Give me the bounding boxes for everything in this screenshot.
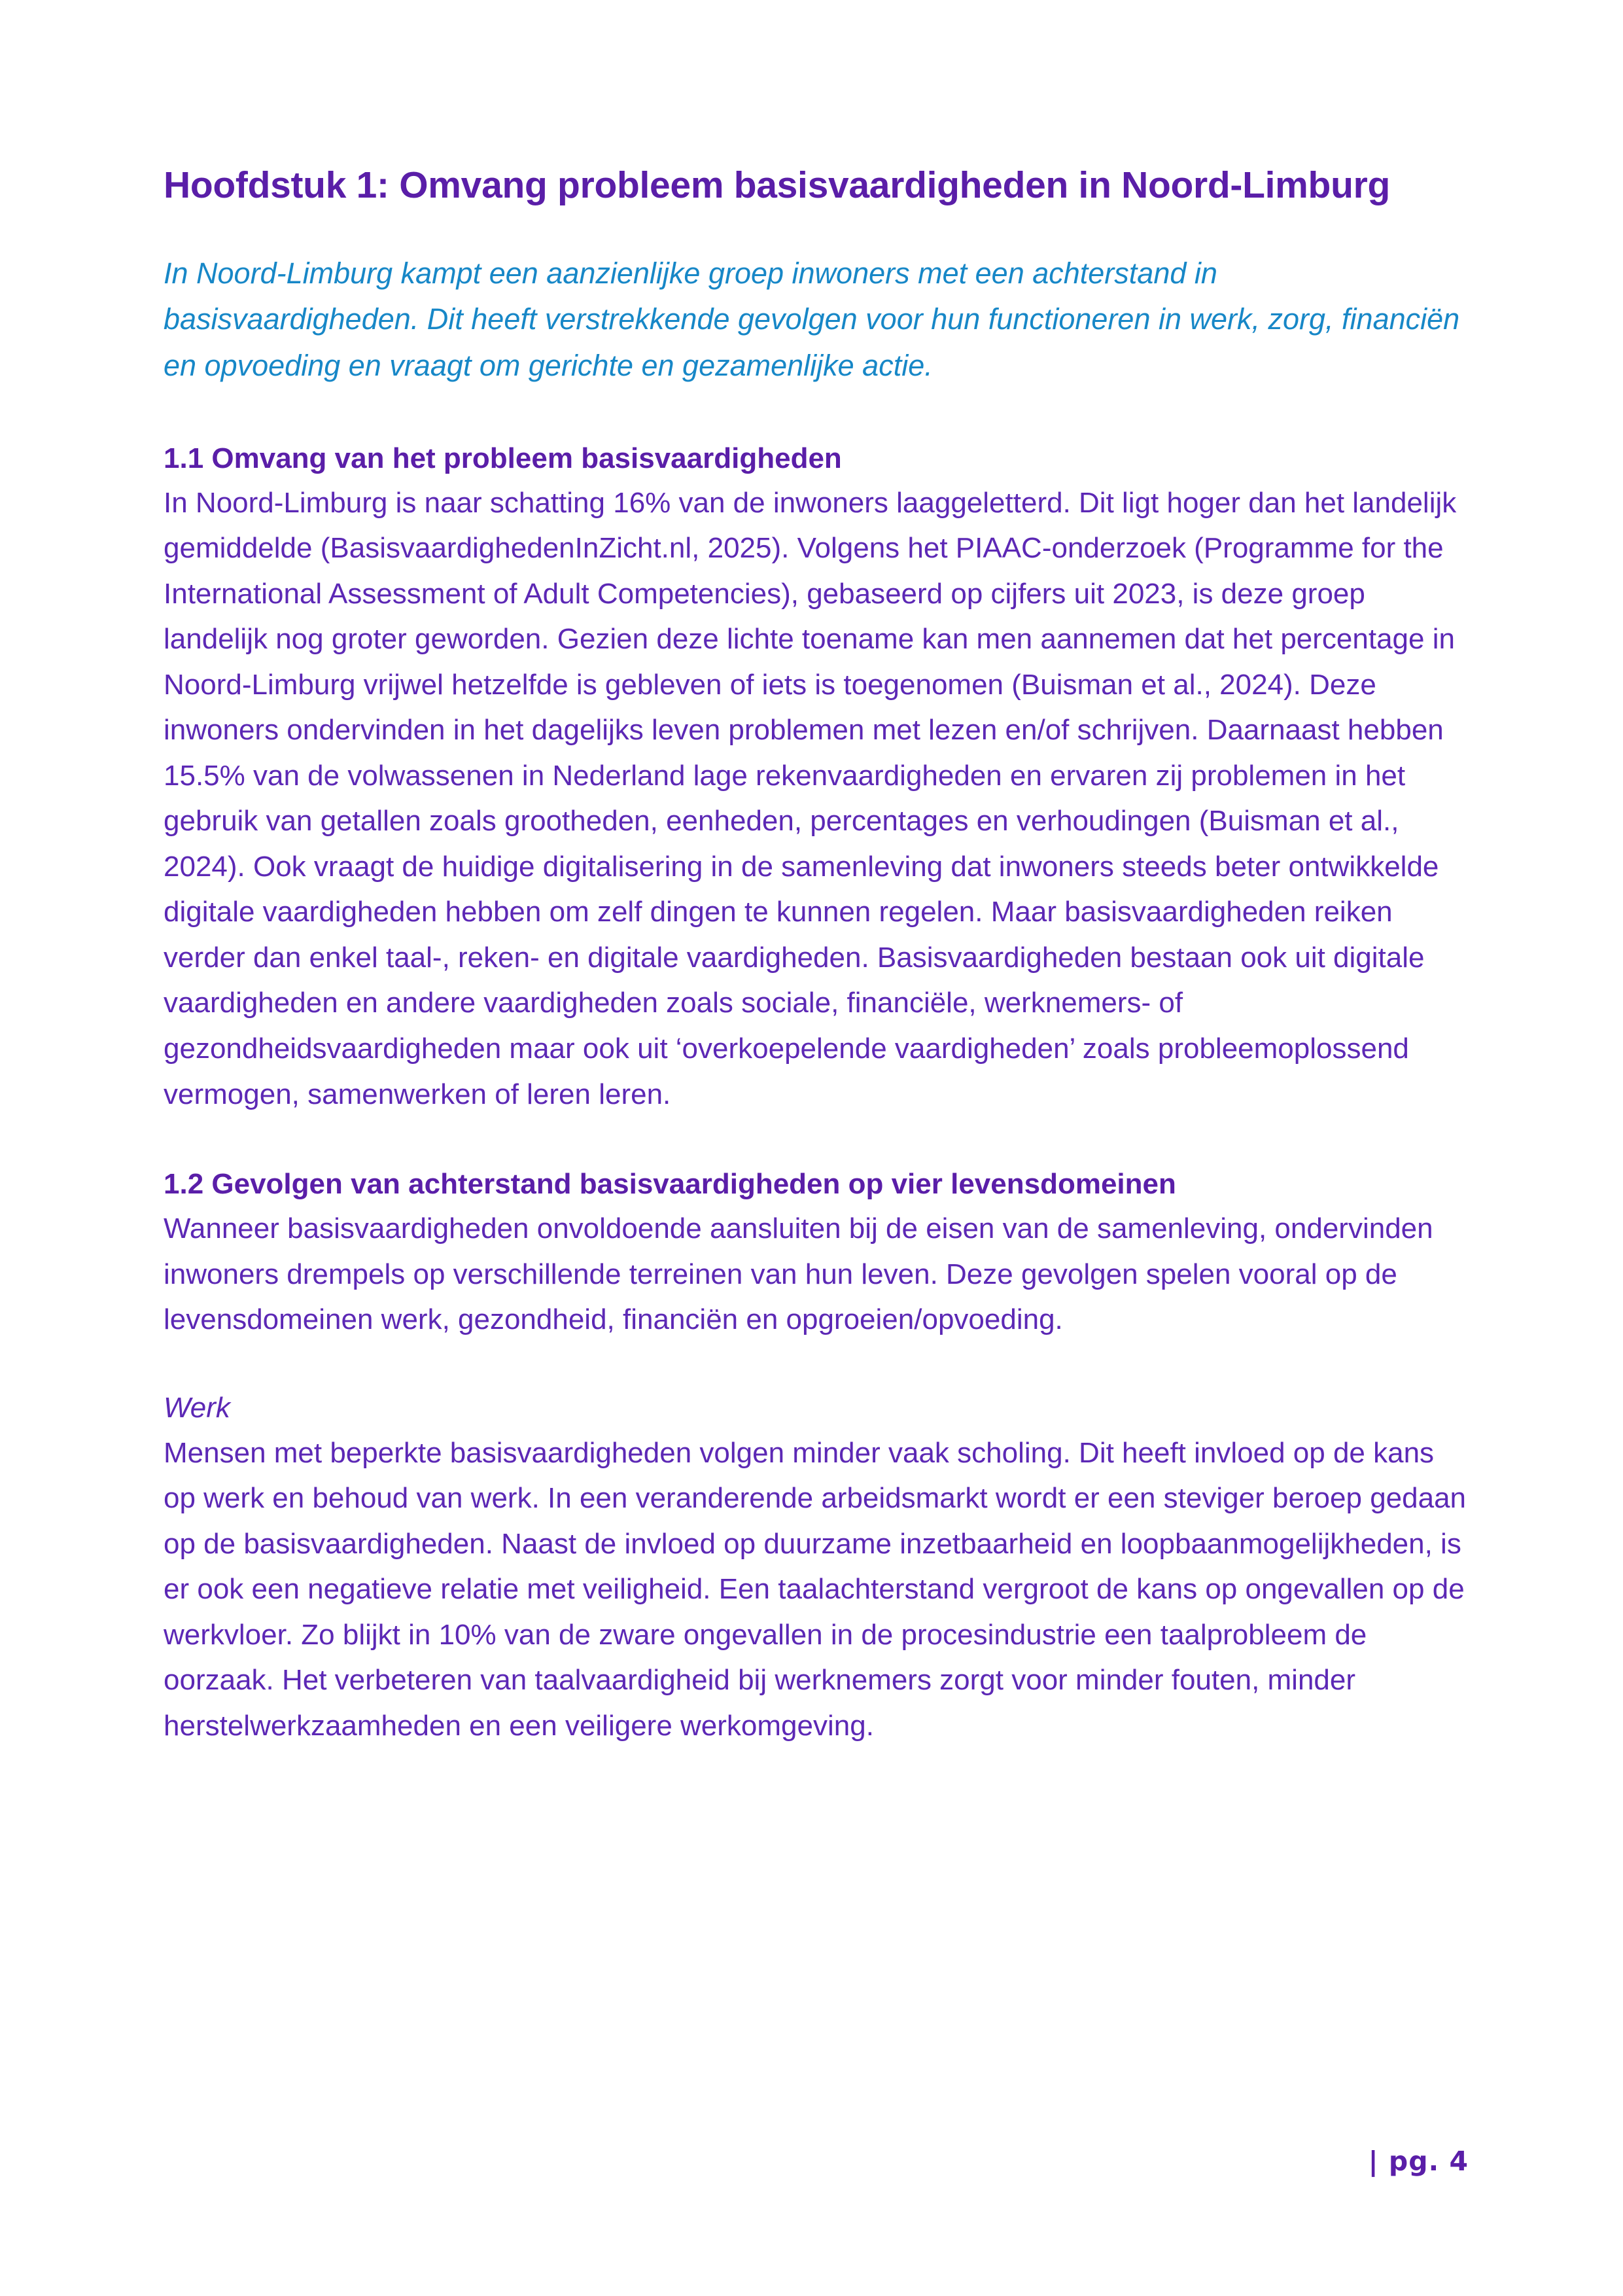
page-title: Hoofdstuk 1: Omvang probleem basisvaardigheden in Noord-Limburg	[164, 164, 1390, 206]
subsection-body-werk: Mensen met beperkte basisvaardigheden volgen minder vaak scholing. Dit heeft invloed op de kans op werk en behoud van werk. In een veranderende arbeidsmarkt wordt er een steviger beroep gedaan op de basisvaardigheden. Naast de invloed op duurzame inzetbaarheid en loopbaanmogelijkheden, is er ook een negatieve relatie met veiligheid. Een taalachterstand vergroot de kans op ongevallen op de werkvloer. Zo blijkt in 10% van de zware ongevallen in de procesindustrie een taalprobleem de oorzaak. Het verbeteren van taalvaardigheid bij werknemers zorgt voor minder fouten, minder herstelwerkzaamheden en een veiligere werkomgeving.	[164, 1436, 1467, 1742]
section-heading-1-2: 1.2 Gevolgen van achterstand basisvaardigheden op vier levensdomeinen	[164, 1168, 1176, 1201]
subsection-spacer	[164, 1343, 1469, 1386]
subsection-heading-werk: Werk	[164, 1391, 230, 1424]
chapter-lead-paragraph: In Noord-Limburg kampt een aanzienlijke groep inwoners met een achterstand in basisvaardigheden. Dit heeft verstrekkende gevolgen voor hun functioneren in werk, zorg, financiën en opvoeding en vraagt om gerichte en gezamenlijke actie.	[164, 256, 1460, 382]
section-spacer	[164, 1117, 1469, 1163]
section-body-1-1: In Noord-Limburg is naar schatting 16% van de inwoners laaggeletterd. Dit ligt hoger dan het landelijk gemiddelde (BasisvaardighedenInZicht.nl, 2025). Volgens het PIAAC-onderzoek (Programme for the International Assessment of Adult Competencies), gebaseerd op cijfers uit 2023, is deze groep landelijk nog groter geworden. Gezien deze lichte toename kan men aannemen dat het percentage in Noord-Limburg vrijwel hetzelfde is gebleven of iets is toegenomen (Buisman et al., 2024). Deze inwoners ondervinden in het dagelijks leven problemen met lezen en/of schrijven. Daarnaast hebben 15.5% van de volwassenen in Nederland lage rekenvaardigheden en ervaren zij problemen in het gebruik van getallen zoals grootheden, eenheden, percentages en verhoudingen (Buisman et al., 2024). Ook vraagt de huidige digitalisering in de samenleving dat inwoners steeds beter ontwikkelde digitale vaardigheden hebben om zelf dingen te kunnen regelen. Maar basisvaardigheden reiken verder dan enkel taal-, reken- en digitale vaardigheden. Basisvaardigheden bestaan ook uit digitale vaardigheden en andere vaardigheden zoals sociale, financiële, werknemers- of gezondheidsvaardigheden maar ook uit ‘overkoepelende vaardigheden’ zoals probleemoplossend vermogen, samenwerken of leren leren.	[164, 486, 1457, 1110]
page-content	[164, 164, 1469, 1748]
section-heading-1-1: 1.1 Omvang van het probleem basisvaardigheden	[164, 442, 842, 474]
page-footer-number: | pg. 4	[1368, 2146, 1469, 2177]
section-body-1-2: Wanneer basisvaardigheden onvoldoende aansluiten bij de eisen van de samenleving, ondervinden inwoners drempels op verschillende terreinen van hun leven. Deze gevolgen spelen vooral op de levensdomeinen werk, gezondheid, financiën en opgroeien/opvoeding.	[164, 1212, 1433, 1336]
